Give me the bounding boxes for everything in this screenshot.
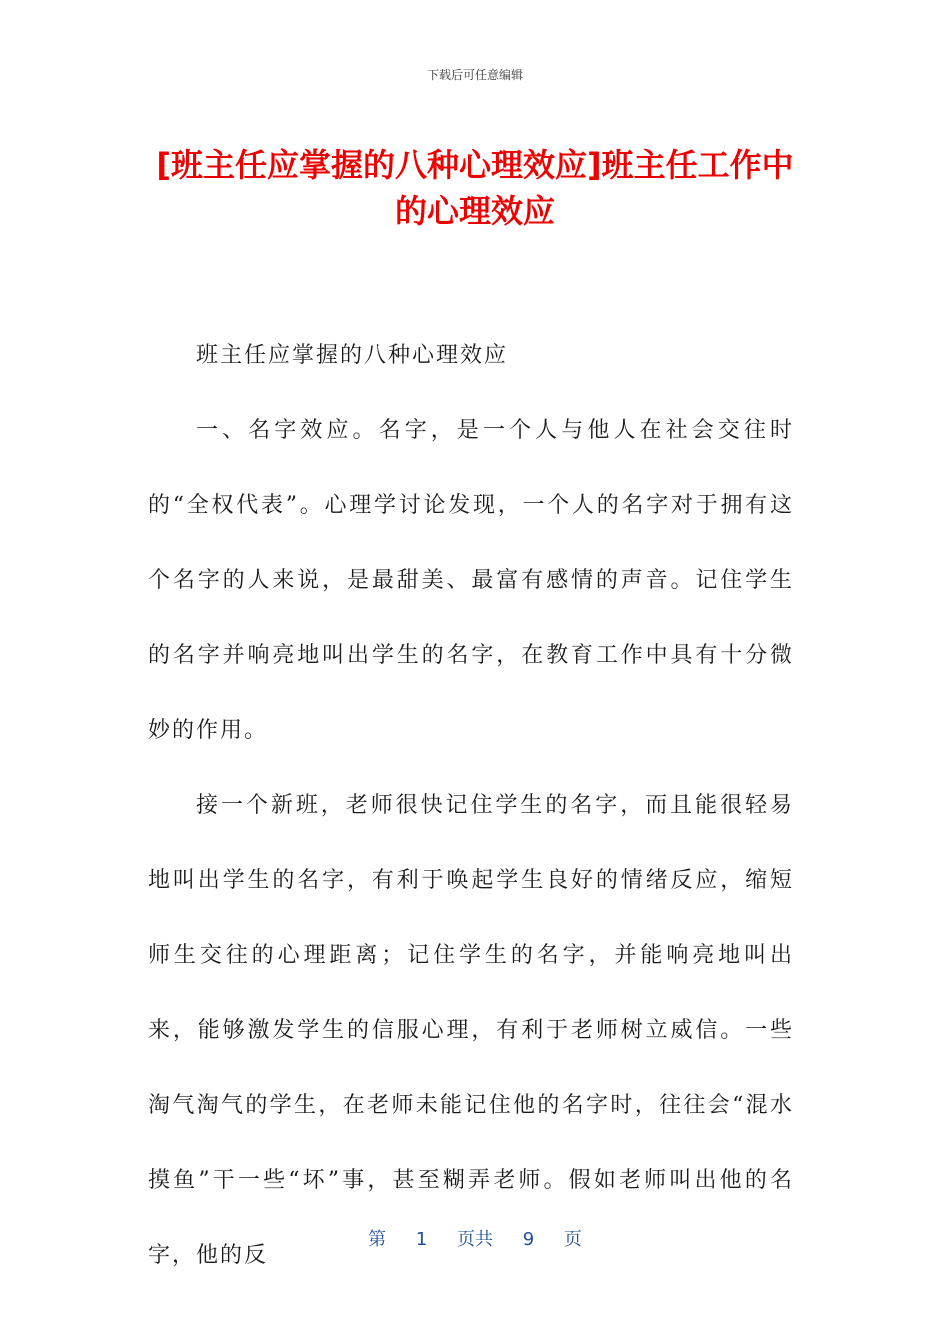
header-note: 下载后可任意编辑 (426, 68, 523, 82)
document-title: [班主任应掌握的八种心理效应]班主任工作中的心理效应 (156, 146, 794, 230)
paragraph-1: 一、名字效应。名字，是一个人与他人在社会交往时的“全权代表”。心理学讨论发现，一个人的名字对于拥有这个名字的人来说，是最甜美、最富有感情的声音。记住学生的名字并响亮地叫出学生的名字，在教育工作中具有十分微妙的作用。 (148, 418, 794, 743)
paragraph-heading: 班主任应掌握的八种心理效应 (196, 343, 509, 368)
page-footer (0, 1225, 950, 1251)
footer-page-prefix: 第 (368, 1229, 387, 1250)
footer-page-suffix: 页 (563, 1229, 582, 1250)
footer-page-middle: 页共 (457, 1229, 493, 1250)
document-body (148, 318, 794, 1293)
footer-page-total: 9 (522, 1229, 535, 1250)
paragraph-2: 接一个新班，老师很快记住学生的名字，而且能很轻易地叫出学生的名字，有利于唤起学生良好的情绪反应，缩短师生交往的心理距离；记住学生的名字，并能响亮地叫出来，能够激发学生的信服心理，有利于老师树立威信。一些淘气淘气的学生，在老师未能记住他的名字时，往往会“混水摸鱼”干一些“坏”事，甚至糊弄老师。假如老师叫出他的名字，他的反 (148, 793, 794, 1268)
footer-page-number: 1 (415, 1229, 428, 1250)
